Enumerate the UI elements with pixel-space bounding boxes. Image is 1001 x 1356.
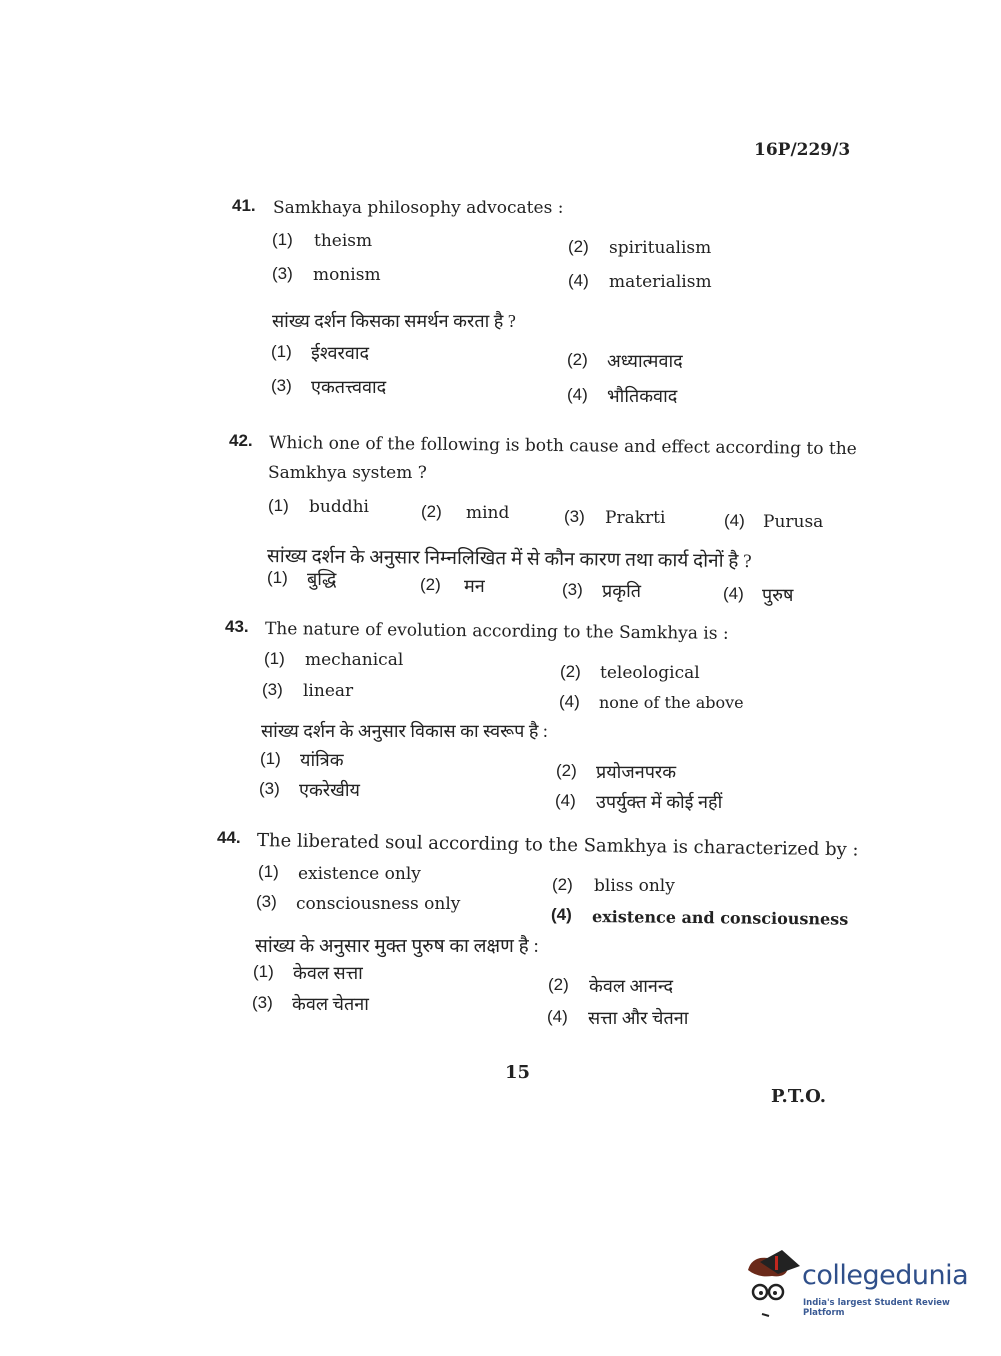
option-text: existence only bbox=[298, 864, 421, 884]
question-text-en: The nature of evolution according to the Samkhya is : bbox=[264, 619, 729, 644]
option-number: (1) bbox=[260, 749, 281, 768]
question-text-en: The liberated soul according to the Samkhya is characterized by : bbox=[256, 830, 859, 861]
option-text: existence and consciousness bbox=[591, 907, 849, 929]
mascot-icon bbox=[742, 1248, 802, 1318]
question-number: 44. bbox=[217, 828, 241, 847]
option-number: (1) bbox=[264, 649, 285, 668]
option-text: mind bbox=[466, 503, 510, 523]
option-number: (4) bbox=[555, 791, 576, 810]
option-text: पुरुष bbox=[762, 585, 794, 605]
option-text: प्रकृति bbox=[602, 581, 641, 601]
option-number: (1) bbox=[271, 342, 292, 361]
option-text: none of the above bbox=[599, 693, 744, 712]
option-text: बुद्धि bbox=[307, 569, 337, 589]
question-text-hi: सांख्य दर्शन के अनुसार निम्नलिखित में से कौन कारण तथा कार्य दोनों है ? bbox=[266, 546, 752, 573]
option-number: (2) bbox=[420, 575, 441, 594]
option-text: monism bbox=[313, 265, 381, 285]
option-text: अध्यात्मवाद bbox=[607, 351, 683, 371]
option-text: buddhi bbox=[309, 497, 369, 517]
option-number: (1) bbox=[267, 568, 288, 587]
option-number: (4) bbox=[559, 692, 580, 711]
option-text: spiritualism bbox=[609, 238, 712, 258]
option-number: (4) bbox=[724, 511, 745, 530]
question-text-en-cont: Samkhya system ? bbox=[268, 463, 427, 483]
question-number: 42. bbox=[229, 431, 253, 450]
option-number: (2) bbox=[421, 502, 442, 521]
option-number: (3) bbox=[252, 993, 273, 1012]
option-number: (1) bbox=[268, 496, 289, 515]
option-text: केवल आनन्द bbox=[589, 976, 674, 996]
question-text-en: Samkhaya philosophy advocates : bbox=[273, 198, 564, 218]
question-text-hi: सांख्य के अनुसार मुक्त पुरुष का लक्षण है : bbox=[255, 936, 539, 957]
option-text: केवल सत्ता bbox=[293, 963, 363, 983]
brand-tagline: India's largest Student Review Platform bbox=[803, 1298, 950, 1318]
option-text: भौतिकवाद bbox=[607, 386, 678, 406]
option-text: Prakrti bbox=[605, 508, 666, 528]
option-number: (4) bbox=[567, 385, 588, 404]
option-text: mechanical bbox=[305, 650, 404, 670]
option-number: (2) bbox=[560, 662, 581, 681]
question-text-en: Which one of the following is both cause and effect according to the bbox=[268, 433, 857, 460]
option-text: एकतत्त्ववाद bbox=[311, 377, 387, 397]
option-text: मन bbox=[464, 576, 485, 596]
page-number: 15 bbox=[505, 1062, 531, 1083]
option-number: (2) bbox=[568, 237, 589, 256]
option-number: (1) bbox=[272, 230, 293, 249]
option-text: bliss only bbox=[594, 876, 675, 896]
brand-name: collegedunia bbox=[802, 1260, 969, 1291]
question-text-hi: सांख्य दर्शन के अनुसार विकास का स्वरूप है : bbox=[261, 721, 548, 741]
option-text: teleological bbox=[600, 663, 700, 683]
option-text: केवल चेतना bbox=[292, 994, 369, 1014]
option-number: (4) bbox=[723, 584, 744, 603]
pto-label: P.T.O. bbox=[771, 1086, 827, 1107]
option-text: यांत्रिक bbox=[300, 750, 344, 770]
option-text: एकरेखीय bbox=[299, 780, 360, 800]
option-number: (3) bbox=[562, 580, 583, 599]
option-number: (2) bbox=[548, 975, 569, 994]
option-text: materialism bbox=[609, 272, 712, 292]
paper-code: 16P/229/3 bbox=[754, 140, 851, 160]
option-number: (1) bbox=[253, 962, 274, 981]
option-number: (3) bbox=[564, 507, 585, 526]
option-text: सत्ता और चेतना bbox=[588, 1008, 689, 1028]
collegedunia-watermark bbox=[742, 1248, 972, 1318]
option-number: (3) bbox=[256, 892, 277, 911]
option-number: (2) bbox=[567, 350, 588, 369]
option-number: (4) bbox=[568, 271, 589, 290]
option-text: उपर्युक्त में कोई नहीं bbox=[596, 792, 723, 812]
option-text: linear bbox=[303, 681, 354, 701]
option-number: (3) bbox=[262, 680, 283, 699]
question-number: 41. bbox=[232, 196, 256, 215]
option-number: (4) bbox=[547, 1007, 568, 1026]
option-text: प्रयोजनपरक bbox=[596, 762, 677, 782]
question-number: 43. bbox=[225, 617, 249, 636]
option-number: (1) bbox=[258, 862, 279, 881]
question-text-hi: सांख्य दर्शन किसका समर्थन करता है ? bbox=[272, 311, 516, 331]
option-number: (2) bbox=[552, 875, 573, 894]
option-number: (2) bbox=[556, 761, 577, 780]
option-number: (3) bbox=[259, 779, 280, 798]
option-number: (4) bbox=[551, 905, 572, 924]
option-text: consciousness only bbox=[296, 894, 461, 914]
option-text: theism bbox=[314, 231, 373, 251]
option-number: (3) bbox=[272, 264, 293, 283]
option-text: Purusa bbox=[763, 512, 824, 532]
option-text: ईश्वरवाद bbox=[311, 343, 370, 363]
option-number: (3) bbox=[271, 376, 292, 395]
